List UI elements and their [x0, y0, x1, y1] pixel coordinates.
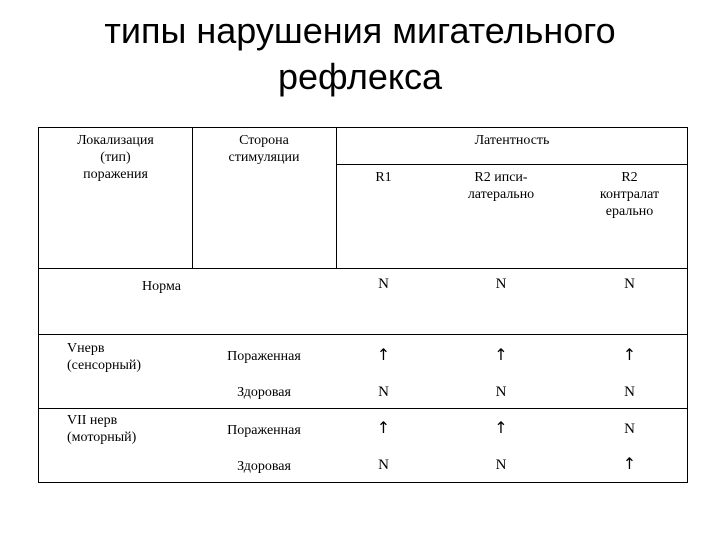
row-viinerve-healthy-r2-contra: ↑ — [622, 454, 637, 473]
norm-row-rule — [39, 334, 688, 335]
header-r2-ipsi: R2 ипси- латерально — [467, 170, 535, 202]
title-line-2: рефлекса — [277, 56, 443, 97]
slide-title — [0, 8, 720, 100]
title-line-1: типы нарушения мигательного — [104, 10, 616, 51]
vnerve-row-rule — [39, 408, 688, 409]
header-latency: Латентность — [474, 133, 550, 148]
row-viinerve-healthy-side: Здоровая — [237, 459, 291, 474]
row-viinerve-localization: VII нерв (моторный) — [67, 413, 137, 445]
row-vnerve-healthy-r2-ipsi: N — [495, 384, 507, 400]
row-vnerve-healthy-r1: N — [378, 384, 389, 400]
row-viinerve-healthy-r2-ipsi: N — [495, 457, 507, 473]
row-vnerve-healthy-r2-contra: N — [624, 384, 635, 400]
row-vnerve-affected-r2-contra: ↑ — [622, 345, 637, 364]
col-divider-2 — [336, 128, 337, 268]
row-vnerve-affected-r2-ipsi: ↑ — [494, 345, 508, 364]
header-side: Сторона стимуляции — [228, 133, 300, 165]
row-vnerve-affected-r1: ↑ — [376, 345, 391, 364]
latency-subheader-rule — [336, 164, 688, 165]
row-vnerve-healthy-side: Здоровая — [237, 385, 291, 400]
row-norm-r1: N — [378, 276, 389, 292]
row-viinerve-affected-r2-contra: N — [624, 421, 635, 437]
row-viinerve-affected-r1: ↑ — [376, 418, 391, 437]
row-viinerve-affected-side: Пораженная — [227, 423, 301, 438]
row-norm-r2-ipsi: N — [495, 276, 507, 292]
row-viinerve-affected-r2-ipsi: ↑ — [494, 418, 508, 437]
header-r2-contra: R2 контралат ерально — [599, 170, 660, 219]
row-vnerve-localization: Vнерв (сенсорный) — [67, 341, 142, 373]
header-r1: R1 — [375, 170, 392, 185]
row-norm-localization: Норма — [142, 279, 181, 294]
header-bottom-rule — [39, 268, 688, 269]
row-viinerve-healthy-r1: N — [378, 457, 389, 473]
blink-reflex-table — [38, 127, 688, 483]
row-norm-r2-contra: N — [624, 276, 635, 292]
row-vnerve-affected-side: Пораженная — [227, 349, 301, 364]
header-localization: Локализация (тип) поражения — [77, 133, 154, 182]
